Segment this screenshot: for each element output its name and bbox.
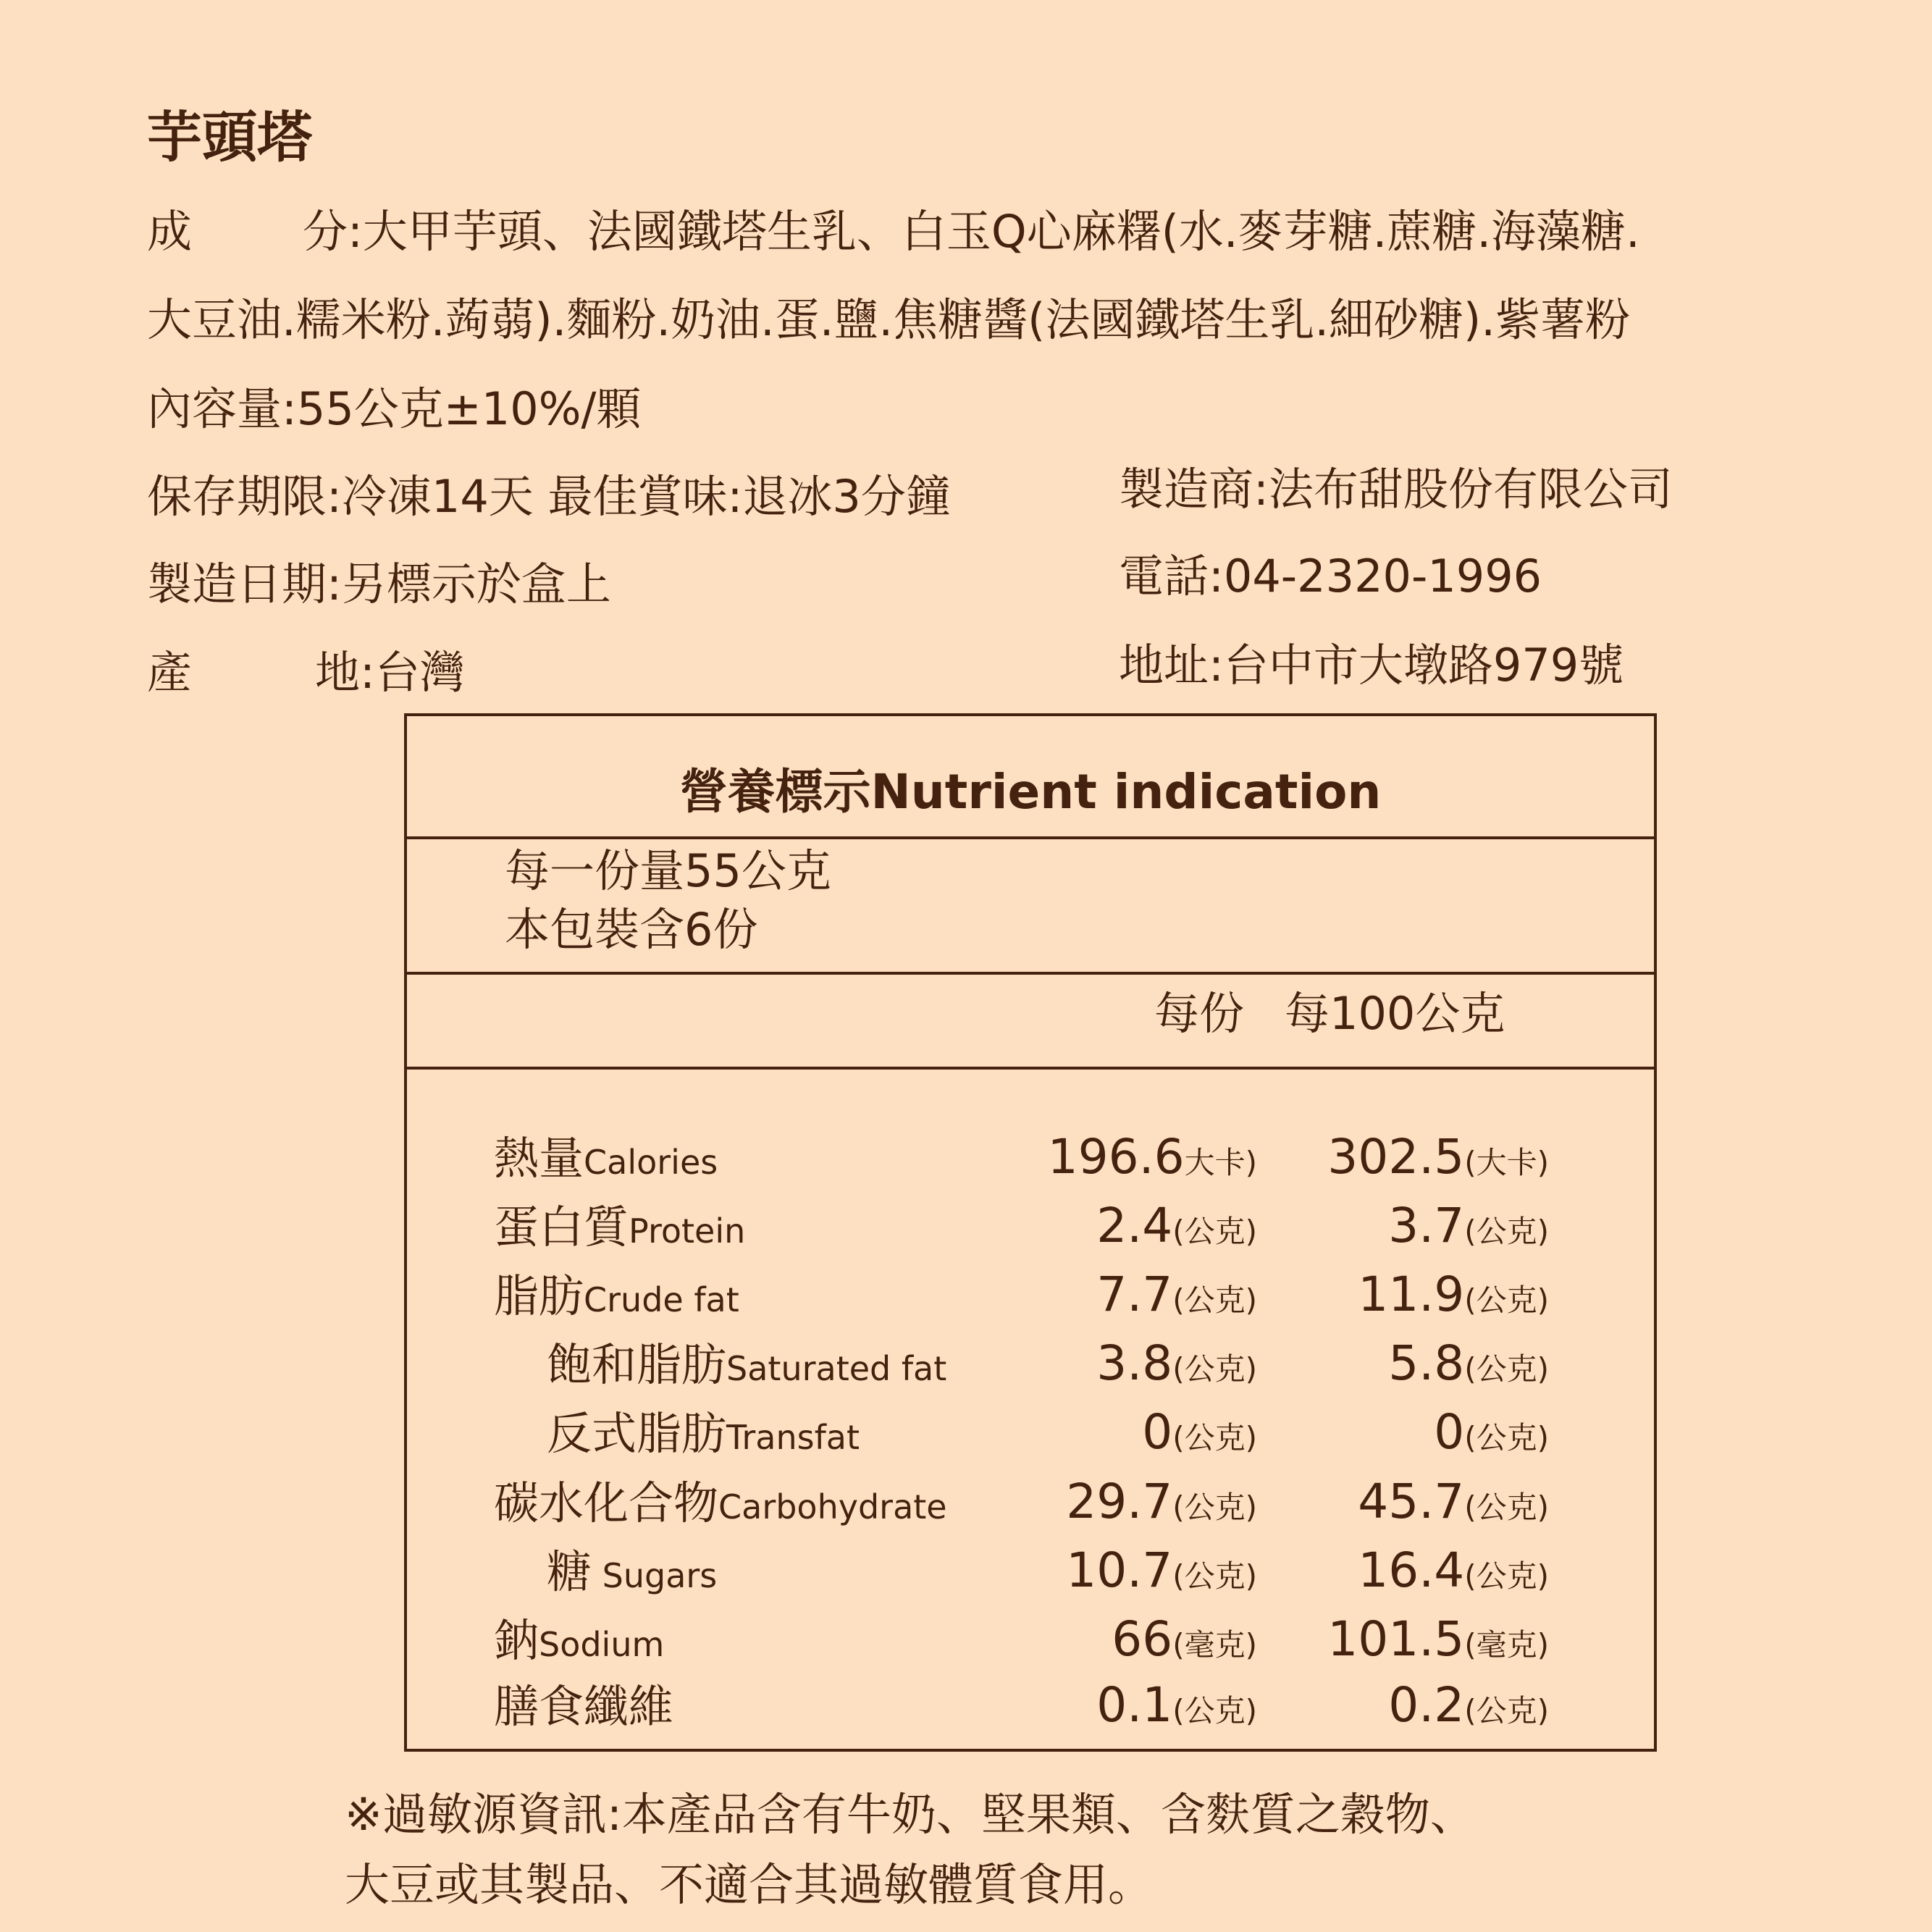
nutrient-name-zh: 膳食纖維 (494, 1680, 674, 1733)
unit-per-100g: (毫克) (1464, 1627, 1549, 1663)
address-colon: : (1209, 639, 1224, 692)
origin-label-a: 產 (147, 646, 193, 699)
unit-per-serving: (公克) (1172, 1282, 1257, 1318)
nutrient-name-zh: 碳水化合物 (494, 1477, 719, 1529)
value-per-100g: 302.5 (1327, 1129, 1465, 1185)
phone-label: 電話 (1119, 550, 1209, 602)
unit-per-serving: (公克) (1172, 1490, 1257, 1525)
nutrient-row-trans-fat (407, 1404, 1654, 1469)
unit-per-serving: (公克) (1172, 1693, 1257, 1729)
manufacturer-label: 製造商 (1119, 463, 1254, 516)
product-title: 芋頭塔 (147, 105, 312, 169)
address-line (1119, 639, 1624, 692)
value-per-100g: 0.2 (1388, 1677, 1465, 1733)
value-per-100g: 45.7 (1358, 1474, 1465, 1529)
nutrient-name-en: Carbohydrate (718, 1487, 947, 1526)
shelf-life-value: 冷凍14天 最佳賞味:退冰3分鐘 (341, 470, 951, 523)
nutrient-name-zh: 蛋白質 (494, 1201, 629, 1253)
phone-colon: : (1209, 550, 1224, 602)
manufacturer-value: 法布甜股份有限公司 (1268, 463, 1673, 516)
table-divider (407, 1067, 1654, 1070)
net-content-colon: : (282, 382, 297, 435)
value-per-serving: 29.7 (1066, 1474, 1173, 1529)
nutrient-row-carbohydrate (407, 1474, 1654, 1539)
value-per-100g: 11.9 (1358, 1267, 1465, 1322)
net-content-label: 內容量 (147, 382, 282, 435)
net-content-value: 55公克±10%/顆 (296, 382, 642, 435)
unit-per-100g: (公克) (1464, 1282, 1549, 1318)
ingredients-line-1 (147, 205, 1640, 258)
phone-value: 04-2320-1996 (1223, 550, 1542, 602)
shelf-life-colon: : (327, 470, 342, 523)
unit-per-serving: (公克) (1172, 1351, 1257, 1387)
servings-per-pack: 本包裝含6份 (505, 903, 758, 956)
nutrient-row-sugars (407, 1542, 1654, 1608)
unit-per-serving: (公克) (1172, 1558, 1257, 1594)
table-divider (407, 972, 1654, 975)
value-per-100g: 0 (1434, 1404, 1465, 1460)
nutrient-name-en: Sodium (539, 1625, 665, 1664)
allergen-notice-line-2: 大豆或其製品、不適合其過敏體質食用。 (345, 1858, 1154, 1911)
value-per-serving: 0 (1142, 1404, 1173, 1460)
ingredients-label-b: 分 (303, 205, 348, 258)
nutrient-row-saturated-fat (407, 1335, 1654, 1400)
nutrient-name-en: Transfat (726, 1418, 860, 1457)
nutrient-name-zh: 飽和脂肪 (547, 1338, 727, 1391)
nutrient-row-sodium (407, 1611, 1654, 1676)
origin-value: 台灣 (374, 646, 465, 699)
value-per-100g: 5.8 (1388, 1335, 1465, 1391)
shelf-life-line (147, 470, 951, 523)
nutrient-name-en: Sugars (592, 1556, 718, 1595)
ingredients-value-2: 大豆油.糯米粉.蒟蒻).麵粉.奶油.蛋.鹽.焦糖醬(法國鐵塔生乳.細砂糖).紫薯粉 (147, 293, 1630, 346)
col-header-per-serving: 每份 (1154, 987, 1245, 1040)
nutrient-name-zh: 鈉 (494, 1614, 539, 1667)
nutrient-name-en: Saturated fat (726, 1349, 947, 1388)
nutrient-name-zh: 反式脂肪 (547, 1407, 727, 1460)
nutrient-row-protein (407, 1198, 1654, 1263)
manufacture-date-line (147, 558, 611, 610)
nutrient-name-en: Calories (584, 1143, 718, 1182)
value-per-serving: 66 (1112, 1611, 1173, 1667)
net-content-line (147, 382, 642, 435)
value-per-100g: 16.4 (1358, 1542, 1465, 1598)
unit-per-serving: (公克) (1172, 1214, 1257, 1249)
value-per-100g: 101.5 (1327, 1611, 1465, 1667)
unit-per-100g: (公克) (1464, 1693, 1549, 1729)
unit-per-100g: (公克) (1464, 1558, 1549, 1594)
nutrient-name-zh: 脂肪 (494, 1269, 584, 1322)
unit-per-100g: (大卡) (1464, 1145, 1549, 1180)
origin-line (147, 646, 465, 699)
ingredients-label-a: 成 (147, 205, 193, 258)
manufacturer-colon: : (1253, 463, 1269, 516)
manufacture-date-value: 另標示於盒上 (341, 558, 611, 610)
allergen-notice-line-1: ※過敏源資訊:本產品含有牛奶、堅果類、含麩質之穀物、 (345, 1788, 1475, 1841)
origin-label-b: 地 (315, 646, 361, 699)
shelf-life-label: 保存期限 (147, 470, 327, 523)
value-per-serving: 0.1 (1096, 1677, 1173, 1733)
col-header-per-100g: 每100公克 (1285, 987, 1505, 1040)
nutrition-table (404, 713, 1657, 1752)
value-per-serving: 10.7 (1066, 1542, 1173, 1598)
unit-per-100g: (公克) (1464, 1214, 1549, 1249)
nutrient-name-zh: 糖 (547, 1545, 592, 1598)
value-per-serving: 7.7 (1096, 1267, 1173, 1322)
nutrient-name-en: Crude fat (584, 1280, 739, 1319)
ingredients-value-1: 大甲芋頭、法國鐵塔生乳、白玉Q心麻糬(水.麥芽糖.蔗糖.海藻糖. (362, 205, 1640, 258)
address-label: 地址 (1119, 639, 1209, 692)
value-per-serving: 3.8 (1096, 1335, 1173, 1391)
serving-size: 每一份量55公克 (505, 844, 831, 897)
unit-per-serving: 大卡) (1184, 1145, 1257, 1180)
nutrient-name-en: Protein (629, 1211, 746, 1251)
value-per-serving: 2.4 (1096, 1198, 1173, 1253)
unit-per-100g: (公克) (1464, 1490, 1549, 1525)
address-value: 台中市大墩路979號 (1223, 639, 1624, 692)
manufacturer-line (1119, 463, 1673, 516)
nutrient-row-fat (407, 1267, 1654, 1332)
unit-per-serving: (毫克) (1172, 1627, 1257, 1663)
value-per-100g: 3.7 (1388, 1198, 1465, 1253)
manufacture-date-label: 製造日期 (147, 558, 327, 610)
nutrition-title: 營養標示Nutrient indication (679, 764, 1382, 820)
unit-per-100g: (公克) (1464, 1351, 1549, 1387)
ingredients-colon: : (348, 205, 363, 258)
unit-per-100g: (公克) (1464, 1420, 1549, 1456)
nutrient-row-dietary-fiber (407, 1677, 1654, 1742)
value-per-serving: 196.6 (1047, 1129, 1185, 1185)
phone-line (1119, 550, 1542, 602)
manufacture-date-colon: : (327, 558, 342, 610)
origin-colon: : (360, 646, 375, 699)
nutrient-name-zh: 熱量 (494, 1132, 584, 1185)
unit-per-serving: (公克) (1172, 1420, 1257, 1456)
table-divider (407, 836, 1654, 839)
nutrient-row-calories (407, 1129, 1654, 1194)
